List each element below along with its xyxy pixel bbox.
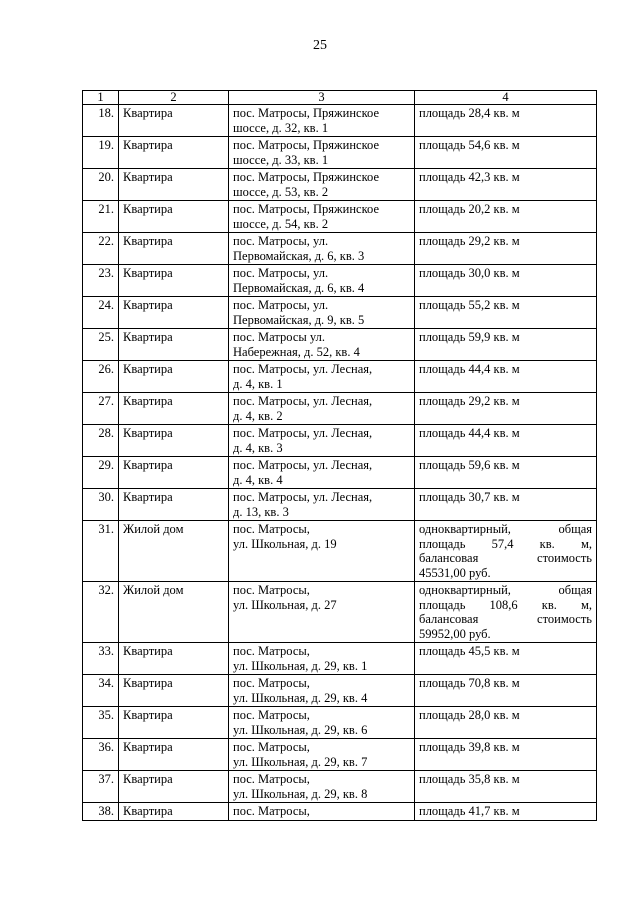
description-line: балансовая стоимость xyxy=(419,612,592,626)
object-type: Квартира xyxy=(119,265,229,297)
address-line: пос. Матросы, ул. Лесная, xyxy=(233,426,373,440)
row-number: 34. xyxy=(83,675,119,707)
object-address xyxy=(229,169,415,201)
row-number: 21. xyxy=(83,201,119,233)
object-type: Квартира xyxy=(119,425,229,457)
row-number: 36. xyxy=(83,739,119,771)
description-line: балансовая стоимость xyxy=(419,551,592,565)
property-table xyxy=(82,90,597,821)
row-number: 23. xyxy=(83,265,119,297)
object-type: Квартира xyxy=(119,297,229,329)
address-line: Набережная, д. 52, кв. 4 xyxy=(233,344,360,359)
table-row xyxy=(83,707,597,739)
object-description xyxy=(415,233,597,265)
row-number: 24. xyxy=(83,297,119,329)
description-line: одноквартирный, общая xyxy=(419,522,592,536)
address-line: пос. Матросы, xyxy=(233,708,310,722)
address-line: пос. Матросы, Пряжинское xyxy=(233,138,379,152)
table-row xyxy=(83,265,597,297)
object-type: Квартира xyxy=(119,393,229,425)
description-line: 59952,00 руб. xyxy=(419,626,491,641)
address-line: шоссе, д. 32, кв. 1 xyxy=(233,120,329,135)
object-description xyxy=(415,457,597,489)
address-line: пос. Матросы, xyxy=(233,583,310,597)
description-line: площадь 42,3 кв. м xyxy=(419,170,520,184)
object-type: Квартира xyxy=(119,233,229,265)
description-line: площадь 70,8 кв. м xyxy=(419,676,520,690)
object-address xyxy=(229,675,415,707)
object-description xyxy=(415,771,597,803)
object-address xyxy=(229,361,415,393)
description-line: площадь 54,6 кв. м xyxy=(419,138,520,152)
object-description xyxy=(415,201,597,233)
address-line: пос. Матросы, ул. Лесная, xyxy=(233,490,373,504)
description-line: 45531,00 руб. xyxy=(419,565,491,580)
object-address xyxy=(229,425,415,457)
address-line: ул. Школьная, д. 29, кв. 4 xyxy=(233,690,368,705)
row-number: 18. xyxy=(83,105,119,137)
address-line: пос. Матросы, xyxy=(233,676,310,690)
address-line: пос. Матросы ул. xyxy=(233,330,325,344)
description-line: площадь 28,0 кв. м xyxy=(419,708,520,722)
object-address xyxy=(229,803,415,821)
object-description xyxy=(415,329,597,361)
table-row xyxy=(83,137,597,169)
object-address xyxy=(229,582,415,643)
object-description xyxy=(415,521,597,582)
object-description xyxy=(415,707,597,739)
address-line: пос. Матросы, ул. xyxy=(233,298,329,312)
object-type: Квартира xyxy=(119,771,229,803)
object-address xyxy=(229,643,415,675)
row-number: 26. xyxy=(83,361,119,393)
object-description xyxy=(415,803,597,821)
table-row xyxy=(83,521,597,582)
address-line: ул. Школьная, д. 29, кв. 1 xyxy=(233,658,368,673)
address-line: ул. Школьная, д. 29, кв. 6 xyxy=(233,722,368,737)
row-number: 31. xyxy=(83,521,119,582)
object-description xyxy=(415,489,597,521)
row-number: 35. xyxy=(83,707,119,739)
description-line: площадь 20,2 кв. м xyxy=(419,202,520,216)
object-type: Жилой дом xyxy=(119,521,229,582)
object-description xyxy=(415,739,597,771)
row-number: 25. xyxy=(83,329,119,361)
object-address xyxy=(229,105,415,137)
row-number: 20. xyxy=(83,169,119,201)
object-type: Жилой дом xyxy=(119,582,229,643)
address-line: пос. Матросы, xyxy=(233,522,310,536)
header-cell-1: 1 xyxy=(83,91,119,105)
object-type: Квартира xyxy=(119,201,229,233)
description-line: площадь 44,4 кв. м xyxy=(419,362,520,376)
table-row xyxy=(83,425,597,457)
row-number: 30. xyxy=(83,489,119,521)
table-row xyxy=(83,329,597,361)
object-type: Квартира xyxy=(119,707,229,739)
table-row xyxy=(83,489,597,521)
description-line: площадь 59,6 кв. м xyxy=(419,458,520,472)
object-description xyxy=(415,393,597,425)
description-line: одноквартирный, общая xyxy=(419,583,592,597)
address-line: пос. Матросы, xyxy=(233,644,310,658)
address-line: д. 4, кв. 1 xyxy=(233,376,283,391)
object-type: Квартира xyxy=(119,489,229,521)
object-description xyxy=(415,675,597,707)
address-line: ул. Школьная, д. 27 xyxy=(233,597,337,612)
address-line: Первомайская, д. 9, кв. 5 xyxy=(233,312,365,327)
row-number: 27. xyxy=(83,393,119,425)
address-line: пос. Матросы, ул. Лесная, xyxy=(233,394,373,408)
object-description xyxy=(415,137,597,169)
table-row xyxy=(83,105,597,137)
object-type: Квартира xyxy=(119,739,229,771)
address-line: пос. Матросы, Пряжинское xyxy=(233,106,379,120)
table-row xyxy=(83,361,597,393)
description-line: площадь 30,0 кв. м xyxy=(419,266,520,280)
object-address xyxy=(229,265,415,297)
address-line: Первомайская, д. 6, кв. 3 xyxy=(233,248,365,263)
table-row xyxy=(83,803,597,821)
object-address xyxy=(229,297,415,329)
address-line: пос. Матросы, Пряжинское xyxy=(233,202,379,216)
address-line: шоссе, д. 33, кв. 1 xyxy=(233,152,329,167)
row-number: 32. xyxy=(83,582,119,643)
address-line: д. 4, кв. 3 xyxy=(233,440,283,455)
table-row xyxy=(83,457,597,489)
object-type: Квартира xyxy=(119,137,229,169)
row-number: 22. xyxy=(83,233,119,265)
address-line: пос. Матросы, xyxy=(233,740,310,754)
row-number: 19. xyxy=(83,137,119,169)
description-line: площадь 29,2 кв. м xyxy=(419,394,520,408)
object-description xyxy=(415,425,597,457)
object-type: Квартира xyxy=(119,457,229,489)
header-cell-4: 4 xyxy=(415,91,597,105)
address-line: ул. Школьная, д. 19 xyxy=(233,536,337,551)
address-line: пос. Матросы, xyxy=(233,772,310,786)
address-line: д. 4, кв. 4 xyxy=(233,472,283,487)
description-line: площадь 29,2 кв. м xyxy=(419,234,520,248)
description-line: площадь 28,4 кв. м xyxy=(419,106,520,120)
address-line: д. 4, кв. 2 xyxy=(233,408,283,423)
table-row xyxy=(83,201,597,233)
object-type: Квартира xyxy=(119,675,229,707)
address-line: пос. Матросы, ул. xyxy=(233,234,329,248)
object-address xyxy=(229,393,415,425)
object-address xyxy=(229,707,415,739)
description-line: площадь 30,7 кв. м xyxy=(419,490,520,504)
object-address xyxy=(229,137,415,169)
table-row xyxy=(83,393,597,425)
object-type: Квартира xyxy=(119,361,229,393)
row-number: 28. xyxy=(83,425,119,457)
object-description xyxy=(415,643,597,675)
row-number: 37. xyxy=(83,771,119,803)
description-line: площадь 57,4 кв. м, xyxy=(419,536,592,551)
property-table-body xyxy=(83,91,597,821)
description-line: площадь 35,8 кв. м xyxy=(419,772,520,786)
table-row xyxy=(83,771,597,803)
address-line: пос. Матросы, ул. Лесная, xyxy=(233,458,373,472)
address-line: пос. Матросы, ул. xyxy=(233,266,329,280)
page-number: 25 xyxy=(313,38,327,53)
header-cell-2: 2 xyxy=(119,91,229,105)
row-number: 29. xyxy=(83,457,119,489)
table-header-row xyxy=(83,91,597,105)
address-line: пос. Матросы, xyxy=(233,804,310,818)
table-row xyxy=(83,233,597,265)
object-type: Квартира xyxy=(119,105,229,137)
object-type: Квартира xyxy=(119,643,229,675)
table-row xyxy=(83,643,597,675)
address-line: Первомайская, д. 6, кв. 4 xyxy=(233,280,365,295)
object-description xyxy=(415,297,597,329)
object-description xyxy=(415,169,597,201)
address-line: пос. Матросы, Пряжинское xyxy=(233,170,379,184)
object-description xyxy=(415,105,597,137)
table-row xyxy=(83,739,597,771)
address-line: ул. Школьная, д. 29, кв. 8 xyxy=(233,786,368,801)
row-number: 38. xyxy=(83,803,119,821)
description-line: площадь 59,9 кв. м xyxy=(419,330,520,344)
row-number: 33. xyxy=(83,643,119,675)
description-line: площадь 39,8 кв. м xyxy=(419,740,520,754)
description-line: площадь 45,5 кв. м xyxy=(419,644,520,658)
table-row xyxy=(83,582,597,643)
table-row xyxy=(83,675,597,707)
address-line: пос. Матросы, ул. Лесная, xyxy=(233,362,373,376)
object-type: Квартира xyxy=(119,329,229,361)
header-cell-3: 3 xyxy=(229,91,415,105)
description-line: площадь 55,2 кв. м xyxy=(419,298,520,312)
description-line: площадь 41,7 кв. м xyxy=(419,804,520,818)
object-address xyxy=(229,489,415,521)
object-address xyxy=(229,739,415,771)
table-row xyxy=(83,169,597,201)
address-line: ул. Школьная, д. 29, кв. 7 xyxy=(233,754,368,769)
description-line: площадь 44,4 кв. м xyxy=(419,426,520,440)
object-description xyxy=(415,265,597,297)
table-row xyxy=(83,297,597,329)
address-line: шоссе, д. 54, кв. 2 xyxy=(233,216,329,231)
description-line: площадь 108,6 кв. м, xyxy=(419,597,592,612)
object-address xyxy=(229,457,415,489)
object-address xyxy=(229,201,415,233)
address-line: д. 13, кв. 3 xyxy=(233,504,289,519)
object-address xyxy=(229,771,415,803)
object-address xyxy=(229,329,415,361)
object-description xyxy=(415,582,597,643)
object-address xyxy=(229,233,415,265)
object-type: Квартира xyxy=(119,803,229,821)
object-type: Квартира xyxy=(119,169,229,201)
object-address xyxy=(229,521,415,582)
object-description xyxy=(415,361,597,393)
address-line: шоссе, д. 53, кв. 2 xyxy=(233,184,329,199)
